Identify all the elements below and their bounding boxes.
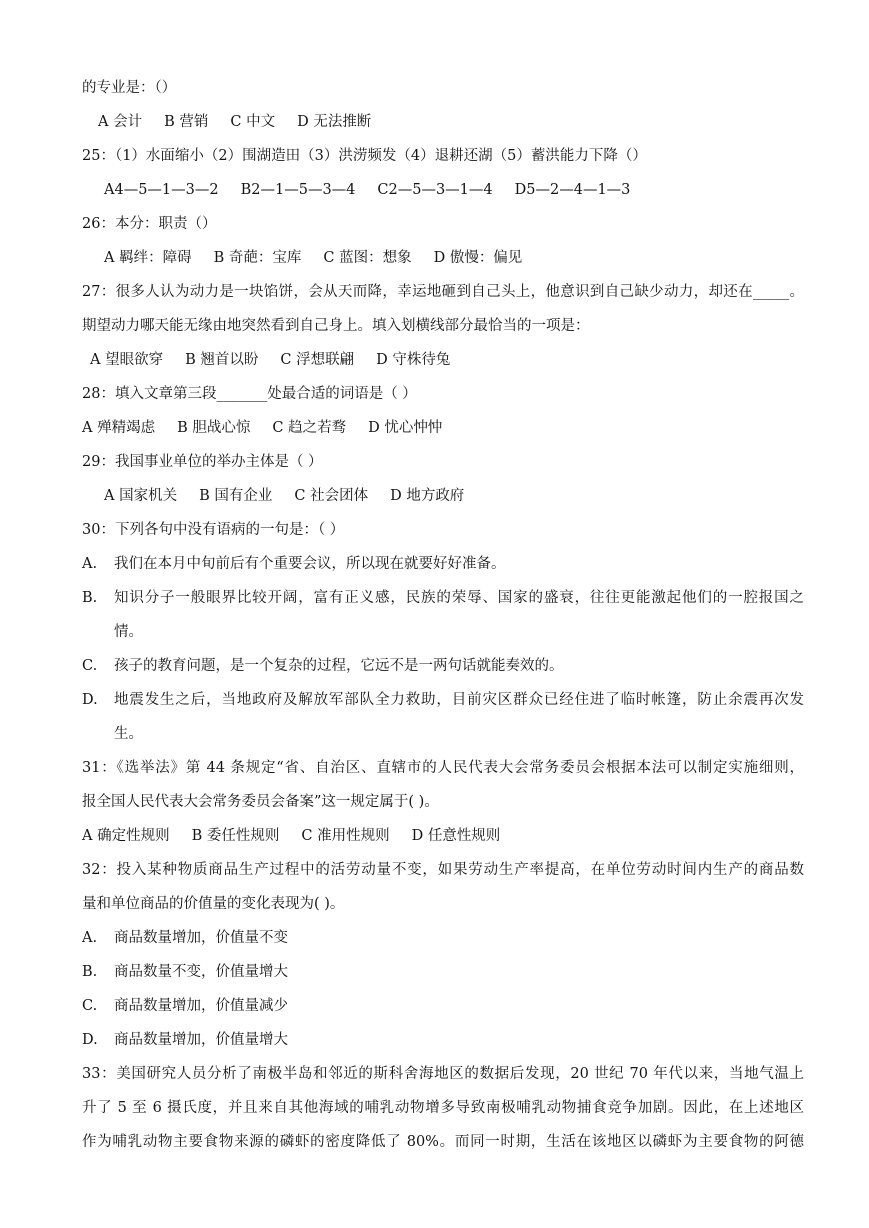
- option-d: D 守株待兔: [376, 352, 451, 368]
- question-29-options: [104, 486, 464, 506]
- question-28-options: [82, 418, 442, 438]
- option-b-mark: B.: [82, 590, 98, 606]
- option-a: A 会计: [98, 114, 143, 130]
- option-d-text: 商品数量增加，价值量增大: [114, 1032, 288, 1048]
- option-a: A 羁绊：障碍: [104, 250, 192, 266]
- option-c: C 准用性规则: [301, 828, 390, 844]
- option-a-mark: A.: [82, 556, 98, 572]
- option-b: B 营销: [164, 114, 209, 130]
- option-a: A 望眼欲穿: [90, 352, 164, 368]
- option-d-mark: D.: [82, 1032, 98, 1048]
- option-b-text-line2: 情。: [114, 624, 143, 640]
- option-a: A 国家机关: [104, 488, 178, 504]
- question-31-stem-line1: 31：《选举法》第 44 条规定“省、自治区、直辖市的人民代表大会常务委员会根据本法可以制定实施细则，: [82, 760, 804, 776]
- option-c: C 浮想联翩: [280, 352, 355, 368]
- option-a-mark: A.: [82, 930, 98, 946]
- option-c-mark: C.: [82, 998, 98, 1014]
- option-c-mark: C.: [82, 658, 98, 674]
- question-29-stem: 29：我国事业单位的举办主体是（ ）: [82, 454, 323, 470]
- question-27-stem-line2: 期望动力哪天能无缘由地突然看到自己身上。填入划横线部分最恰当的一项是：: [82, 318, 590, 334]
- question-31-stem-line2: 报全国人民代表大会常务委员会备案”这一规定属于( )。: [82, 794, 439, 810]
- option-b-text: 商品数量不变，价值量增大: [114, 964, 288, 980]
- option-b-text-line1: 知识分子一般眼界比较开阔，富有正义感，民族的荣辱、国家的盛衰，往往更能激起他们的一腔报国之: [114, 590, 804, 606]
- option-b-mark: B.: [82, 964, 98, 980]
- option-c-text: 孩子的教育问题，是一个复杂的过程，它远不是一两句话就能奏效的。: [114, 658, 564, 674]
- option-b: B 翘首以盼: [185, 352, 259, 368]
- option-b: B 奇葩：宝库: [213, 250, 302, 266]
- question-30-stem: 30：下列各句中没有语病的一句是：（ ）: [82, 522, 345, 538]
- option-d: D 傲慢：偏见: [433, 250, 523, 266]
- question-32-stem-line2: 量和单位商品的价值量的变化表现为( )。: [82, 896, 345, 912]
- option-b: B 委任性规则: [191, 828, 280, 844]
- question-33-stem-line3: 作为哺乳动物主要食物来源的磷虾的密度降低了 80%。而同一时期，生活在该地区以磷虾为主要食物的阿德: [82, 1134, 804, 1150]
- question-25-stem: 25：（1）水面缩小（2）围湖造田（3）洪涝频发（4）退耕还湖（5）蓄洪能力下降（）: [82, 148, 647, 164]
- option-c: C 社会团体: [294, 488, 369, 504]
- option-d: D 地方政府: [390, 488, 465, 504]
- option-a-text: 我们在本月中旬前后有个重要会议，所以现在就要好好准备。: [114, 556, 506, 572]
- option-b: B2—1—5—3—4: [240, 182, 356, 198]
- option-a-text: 商品数量增加，价值量不变: [114, 930, 288, 946]
- option-c: C 中文: [230, 114, 276, 130]
- question-33-stem-line2: 升了 5 至 6 摄氏度，并且来自其他海域的哺乳动物增多导致南极哺乳动物捕食竞争加剧。因此，在上述地区: [82, 1100, 804, 1116]
- option-b: B 国有企业: [199, 488, 273, 504]
- question-28-stem: 28：填入文章第三段_______处最合适的词语是（ ）: [82, 386, 417, 402]
- option-d: D 忧心忡忡: [368, 420, 443, 436]
- question-27-options: [90, 350, 450, 370]
- option-d-mark: D.: [82, 692, 98, 708]
- question-26-stem: 26：本分：职责（）: [82, 216, 217, 232]
- option-d-text-line2: 生。: [114, 726, 143, 742]
- option-d-text-line1: 地震发生之后，当地政府及解放军部队全力救助，目前灾区群众已经住进了临时帐篷，防止余震再次发: [114, 692, 804, 708]
- question-27-stem-line1: 27：很多人认为动力是一块馅饼，会从天而降，幸运地砸到自己头上，他意识到自己缺少动力，却还在_____。: [82, 284, 804, 300]
- option-d: D5—2—4—1—3: [514, 182, 631, 198]
- option-d: D 无法推断: [297, 114, 372, 130]
- question-26-options: [104, 248, 522, 268]
- option-c-text: 商品数量增加，价值量减少: [114, 998, 288, 1014]
- question-24-stem-tail: 的专业是：（）: [82, 80, 177, 96]
- option-a: A 殚精竭虑: [82, 420, 156, 436]
- question-33-stem-line1: 33：美国研究人员分析了南极半岛和邻近的斯科舍海地区的数据后发现，20 世纪 70 年代以来，当地气温上: [82, 1066, 804, 1082]
- question-24-options: [98, 112, 371, 132]
- option-a: A4—5—1—3—2: [104, 182, 219, 198]
- option-c: C 趋之若骛: [272, 420, 347, 436]
- option-c: C 蓝图：想象: [323, 250, 412, 266]
- option-a: A 确定性规则: [82, 828, 170, 844]
- question-25-options: [104, 180, 630, 200]
- option-c: C2—5—3—1—4: [377, 182, 493, 198]
- question-32-stem-line1: 32：投入某种物质商品生产过程中的活劳动量不变，如果劳动生产率提高，在单位劳动时间内生产的商品数: [82, 862, 804, 878]
- question-31-options: [82, 826, 500, 846]
- option-b: B 胆战心惊: [177, 420, 251, 436]
- option-d: D 任意性规则: [411, 828, 501, 844]
